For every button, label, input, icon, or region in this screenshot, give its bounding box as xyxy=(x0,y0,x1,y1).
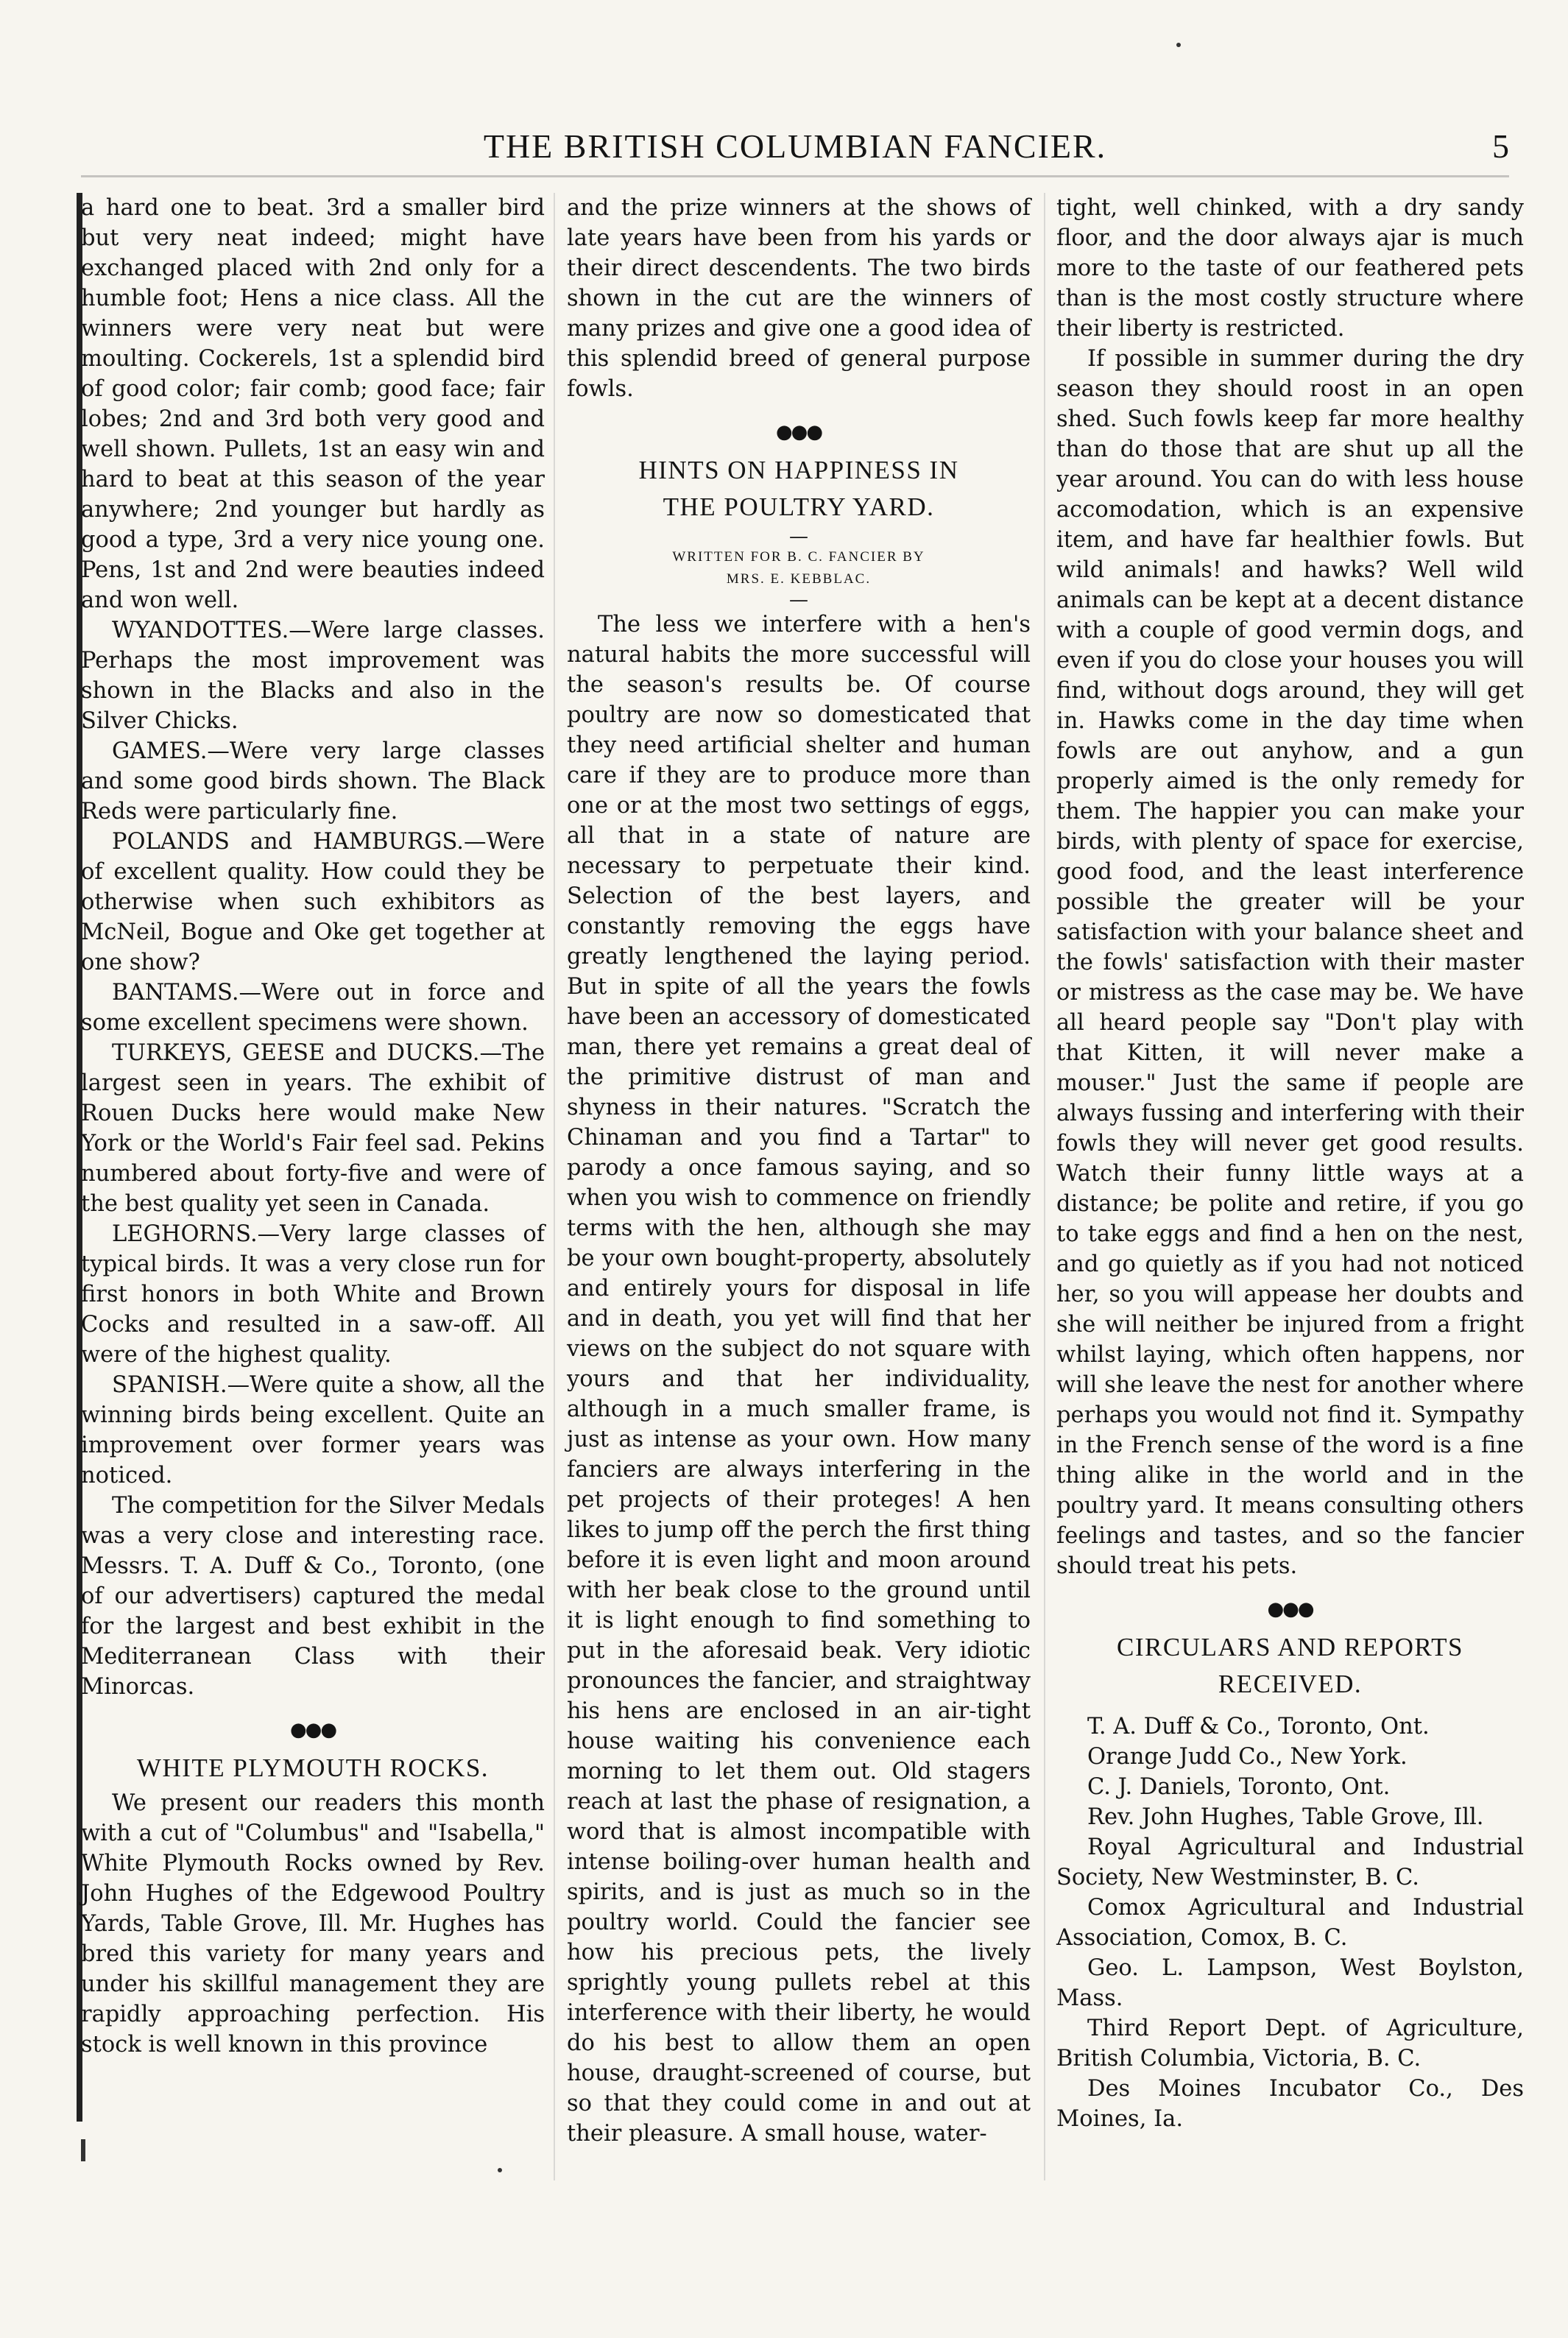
page-number: 5 xyxy=(1492,127,1509,165)
column-1 xyxy=(81,193,545,2060)
paragraph-plymouth-rocks: We present our readers this month with a cut of "Columbus" and "Isabella," White Plymouth Rocks owned by Rev. John Hughes of the Edgewood Poultry Yards, Table Grove, Ill. Mr. Hughes has bred this variety for many years and under his skillful management they are rapidly approaching perfection. His stock is well known in this province xyxy=(81,1790,545,2058)
column-2 xyxy=(567,193,1031,2149)
list-item: Royal Agricultural and Industrial Society, New Westminster, B. C. xyxy=(1056,1834,1524,1890)
paragraph: If possible in summer during the dry season they should roost in an open shed. Such fowls keep far more healthy than do those that are shut up all the year around. You can do with less house accomodation, which is an expensive item, and have far healthier fowls. But wild animals! and hawks? Well wild animals can be kept at a decent distance with a couple of good vermin dogs, and even if you do close your houses you will find, without dogs around, they will get in. Hawks come in the day time when fowls are out anyhow, and a gun properly aimed is the only remedy for them. The happier you can make your birds, with plenty of space for exercise, good food, and the least interference possible the greater will be your satisfaction with your balance sheet and the fowls' satisfaction with their master or mistress as the case may be. We have all heard people say "Don't play with that Kitten, it will never make a mouser." Just the same if people are always fussing and interfering with their fowls they will never get good results. Watch their funny little ways at a distance; be polite and retire, if you go to take eggs and find a hen on the nest, and go quietly as if you had not noticed her, so you will appease her doubts and she will neither be injured from a fright whilst laying, which often happens, nor will she leave the nest for another where perhaps you would not find it. Sympathy in the French sense of the word is a fine thing alike in the world and in the poultry yard. It means consulting others feelings and tastes, and so the fancier should treat his pets. xyxy=(1056,346,1524,1579)
list-item: Rev. John Hughes, Table Grove, Ill. xyxy=(1087,1804,1484,1830)
section-separator: ●●● xyxy=(775,421,822,443)
paragraph: and the prize winners at the shows of late years have been from his yards or their direct descendents. The two birds shown in the cut are the winners of many prizes and give one a good idea of this splendid breed of general purpose fowls. xyxy=(567,195,1031,402)
article-heading-line-1: HINTS ON HAPPINESS IN xyxy=(638,456,959,484)
header-rule xyxy=(81,175,1509,177)
list-item: Geo. L. Lampson, West Boylston, Mass. xyxy=(1056,1955,1524,2011)
paragraph-silver-medals: The competition for the Silver Medals was a very close and interesting race. Messrs. T. A. Duff & Co., Toronto, (one of our advertisers) captured the medal for the largest and best exhibit in the Mediterranean Class with their Minorcas. xyxy=(81,1493,545,1700)
section-heading-circulars-line-1: CIRCULARS AND REPORTS xyxy=(1117,1633,1463,1661)
page-header xyxy=(81,127,1509,171)
section-heading-plymouth-rocks: WHITE PLYMOUTH ROCKS. xyxy=(136,1754,490,1782)
column-divider xyxy=(1044,193,1045,2180)
paragraph-bantams: BANTAMS.—Were out in force and some excellent specimens were shown. xyxy=(81,980,545,1036)
list-item: C. J. Daniels, Toronto, Ont. xyxy=(1087,1774,1391,1800)
circulars-list xyxy=(1056,1712,1524,2134)
byline-line-2: MRS. E. KEBBLAC. xyxy=(726,571,872,587)
paragraph-games: GAMES.—Were very large classes and some good birds shown. The Black Reds were particularly fine. xyxy=(81,738,545,824)
heading-dash: — xyxy=(789,526,808,548)
list-item: Third Report Dept. of Agriculture, British Columbia, Victoria, B. C. xyxy=(1056,2016,1524,2072)
paragraph: a hard one to beat. 3rd a smaller bird but very neat indeed; might have exchanged placed with 2nd only for a humble foot; Hens a nice class. All the winners were very neat but were moulting. Cockerels, 1st a splendid bird of good color; fair comb; good face; fair lobes; 2nd and 3rd both very good and well shown. Pullets, 1st an easy win and hard to beat at this season of the year anywhere; 2nd younger but hardly as good a type, 3rd a very nice young one. Pens, 1st and 2nd were beauties indeed and won well. xyxy=(81,195,545,613)
article-heading-line-2: THE POULTRY YARD. xyxy=(663,492,935,521)
section-separator: ●●● xyxy=(289,1719,336,1741)
publication-title: THE BRITISH COLUMBIAN FANCIER. xyxy=(483,127,1107,165)
paragraph-spanish: SPANISH.—Were quite a show, all the winning birds being excellent. Quite an improvement over former years was noticed. xyxy=(81,1372,545,1488)
list-item: Comox Agricultural and Industrial Association, Comox, B. C. xyxy=(1056,1895,1524,1951)
byline-line-1: WRITTEN FOR B. C. FANCIER BY xyxy=(672,549,925,565)
list-item: T. A. Duff & Co., Toronto, Ont. xyxy=(1087,1714,1430,1740)
column-3 xyxy=(1056,193,1524,2134)
paragraph-hints: The less we interfere with a hen's natural habits the more successful will the season's results be. Of course poultry are now so domesticated that they need artificial shelter and human care if they are to produce more than one or at the most two settings of eggs, all that in a state of nature are necessary to perpetuate their kind. Selection of the best layers, and constantly removing the eggs have greatly lengthened the laying period. But in spite of all the years the fowls have been an accessory of domesticated man, there yet remains a great deal of the primitive distrust of man and shyness in their natures. "Scratch the Chinaman and you find a Tartar" to parody a once famous saying, and so when you wish to commence on friendly terms with the hen, although she may be your own bought-property, absolutely and entirely yours for disposal in life and in death, you yet will find that her views on the subject do not square with yours and that her individuality, although in a much smaller frame, is just as intense as your own. How many fanciers are always interfering in the pet projects of their proteges! A hen likes to jump off the perch the first thing before it is even light and moon around with her beak close to the ground until it is light enough to find something to put in the aforesaid beak. Very idiotic pronounces the fancier, and straightway his hens are enclosed in an air-tight house waiting his convenience each morning to let them out. Old stagers reach at last the phase of resignation, a word that is almost incompatible with intense boiling-over human health and spirits, and is just as much so in the poultry world. Could the fancier see how his precious pets, the lively sprightly young pullets rebel at this interference with their liberty, he would do his best to allow them an open house, draught-screened of course, but so that they could come in and out at their pleasure. A small house, water- xyxy=(567,612,1031,2147)
section-heading-circulars-line-2: RECEIVED. xyxy=(1218,1670,1363,1698)
print-speck xyxy=(1176,43,1181,47)
paragraph-leghorns: LEGHORNS.—Very large classes of typical birds. It was a very close run for first honors in both White and Brown Cocks and resulted in a saw-off. All were of the highest quality. xyxy=(81,1221,545,1368)
byline-dash: — xyxy=(789,589,808,611)
paragraph-wyandottes: WYANDOTTES.—Were large classes. Perhaps the most improvement was shown in the Blacks and also in the Silver Chicks. xyxy=(81,618,545,734)
list-item: Orange Judd Co., New York. xyxy=(1087,1744,1408,1770)
paragraph-polands: POLANDS and HAMBURGS.—Were of excellent quality. How could they be otherwise when such exhibitors as McNeil, Bogue and Oke get together at one show? xyxy=(81,829,545,975)
section-separator: ●●● xyxy=(1267,1598,1313,1620)
column-end-mark xyxy=(81,2139,85,2161)
print-speck xyxy=(498,2168,502,2172)
column-divider xyxy=(554,193,555,2180)
list-item: Des Moines Incubator Co., Des Moines, Ia. xyxy=(1056,2076,1524,2132)
paragraph: tight, well chinked, with a dry sandy floor, and the door always ajar is much more to the taste of our feathered pets than is the most costly structure where their liberty is restricted. xyxy=(1056,195,1524,342)
paragraph-turkeys: TURKEYS, GEESE and DUCKS.—The largest seen in years. The exhibit of Rouen Ducks here would make New York or the World's Fair feel sad. Pekins numbered about forty-five and were of the best quality yet seen in Canada. xyxy=(81,1040,545,1217)
